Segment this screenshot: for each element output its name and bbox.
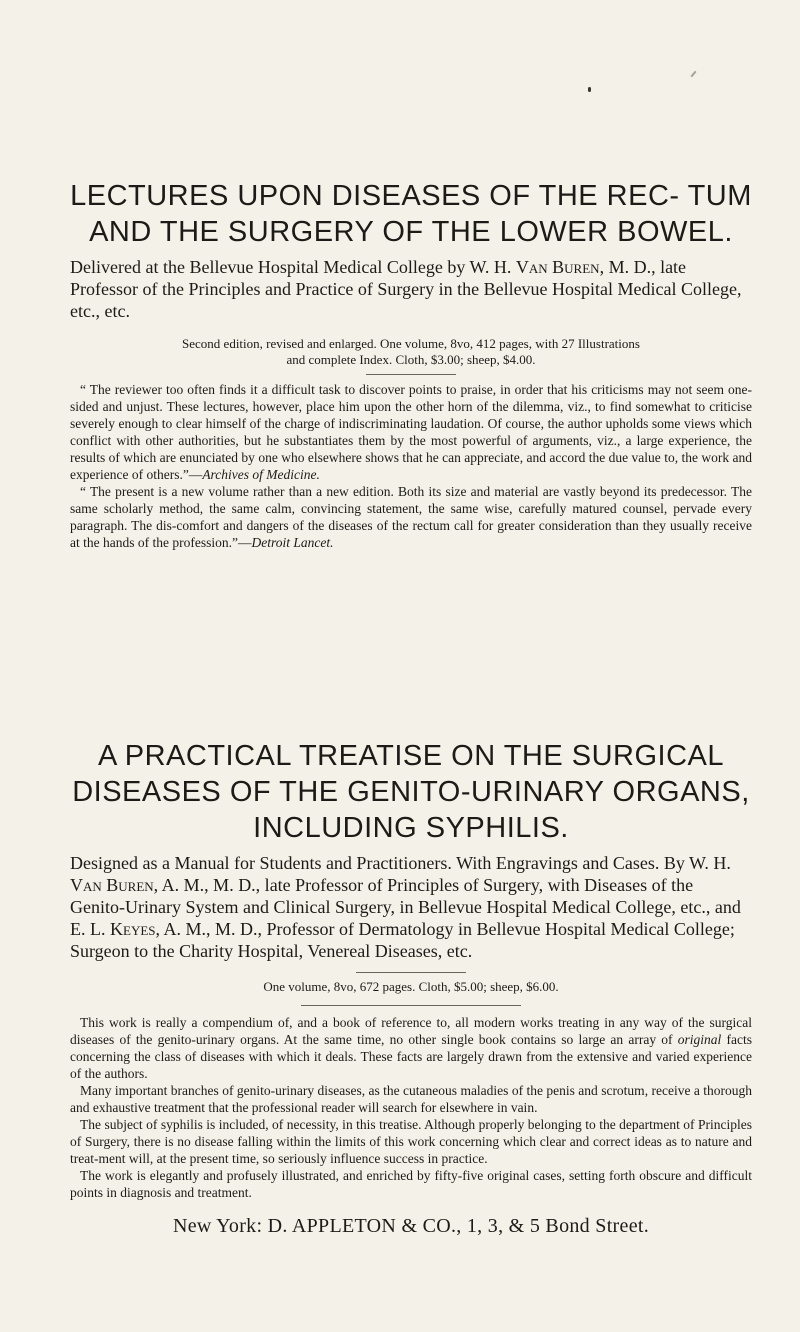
divider <box>301 1005 521 1006</box>
book1-title: LECTURES UPON DISEASES OF THE REC- TUM AND THE SURGERY OF THE LOWER BOWEL. <box>70 180 752 248</box>
book1-description-lead: Delivered at the Bellevue Hospital Medical College by W. H. <box>70 257 516 277</box>
book2-author2-name: Keyes <box>110 919 156 939</box>
book1-review1 <box>70 381 752 483</box>
ink-speck <box>690 71 696 78</box>
book1-description <box>70 256 752 322</box>
book2-title: A PRACTICAL TREATISE ON THE SURGICAL DISEASES OF THE GENITO-URINARY ORGANS, INCLUDING SYPHILIS. <box>72 740 750 844</box>
publisher-imprint: New York: D. APPLETON & CO., 1, 3, & 5 Bond Street. <box>172 1215 650 1237</box>
book2-description-tail: , A. M., M. D., Professor of Dermatology in Bellevue Hospital Medical College; Surgeon to the Charity Hospital, Venereal Diseases, etc. <box>70 919 735 961</box>
book1-review2-source: Detroit Lancet. <box>251 535 334 550</box>
book2-author1-name: Van Buren <box>70 875 154 895</box>
book1-review1-source: Archives of Medicine. <box>202 467 320 482</box>
book2-paragraph1-tail: facts concerning the class of diseases with which it deals. These facts are largely drawn from the extensive and varied experience of the authors. <box>70 1032 753 1081</box>
book2-paragraph1-emphasis: original <box>677 1032 722 1047</box>
book2-paragraph3: The subject of syphilis is included, of necessity, in this treatise. Although properly belonging to the department of Principles of Surgery, there is no disease falling within the limits of this work concerning which clear and correct ideas as to nature and treat-ment will, at the present time, so seriously influence success in practice. <box>70 1117 752 1166</box>
book1-review2 <box>70 483 752 551</box>
book1-author-name: Van Buren <box>515 257 600 277</box>
divider <box>366 374 456 375</box>
book1-listing <box>70 178 752 551</box>
book1-publication-details <box>70 336 752 368</box>
ink-speck <box>588 87 591 92</box>
book1-publication-line1: Second edition, revised and enlarged. One volume, 8vo, 412 pages, with 27 Illustrations <box>182 336 640 351</box>
book2-description-mid: , A. M., M. D., late Professor of Principles of Surgery, with Diseases of the Genito-Urinary System and Clinical Surgery, in Bellevue Hospital Medical College, etc., and E. L. <box>70 875 741 939</box>
book1-review1-text: “ The reviewer too often finds it a difficult task to discover points to praise, in order that his criticisms may not seem one-sided and unjust. These lectures, however, place him upon the other horn of the dilemma, viz., to find somewhat to criticise severely enough to clear himself of the charge of indiscriminating laudation. Of course, the author upholds some views which conflict with other authorities, but he substantiates them by the most powerful of arguments, viz., a large experience, the results of which are enunciated by one who elsewhere shows that he can appreciate, and accord the due value to, the work and experience of others.”— <box>70 382 752 482</box>
book2-publication-details: One volume, 8vo, 672 pages. Cloth, $5.00; sheep, $6.00. <box>263 979 559 994</box>
book2-description-lead: Designed as a Manual for Students and Practitioners. With Engravings and Cases. By W. H. <box>70 853 731 873</box>
book2-description <box>70 852 752 962</box>
book2-listing <box>70 738 752 1201</box>
book2-paragraph2: Many important branches of genito-urinary diseases, as the cutaneous maladies of the penis and scrotum, receive a thorough and exhaustive treatment that the professional reader will search for elsewhere in vain. <box>70 1083 752 1115</box>
book2-paragraph1 <box>70 1014 752 1082</box>
book1-publication-line2: and complete Index. Cloth, $3.00; sheep, $4.00. <box>286 352 536 367</box>
book2-paragraph1-lead: This work is really a compendium of, and a book of reference to, all modern works treating in any way of the surgical diseases of the genito-urinary organs. At the same time, no other single book contains so large an array of <box>70 1015 752 1047</box>
book2-paragraph4: The work is elegantly and profusely illustrated, and enriched by fifty-five original cases, setting forth obscure and difficult points in diagnosis and treatment. <box>70 1168 752 1200</box>
divider <box>356 972 466 973</box>
book1-description-tail: , M. D., late Professor of the Principles and Practice of Surgery in the Bellevue Hospital Medical College, etc., etc. <box>70 257 742 321</box>
book1-review2-text: “ The present is a new volume rather than a new edition. Both its size and material are vastly beyond its predecessor. The same scholarly method, the same calm, convincing statement, the same wise, carefully matured counsel, pervade every paragraph. The dis-comfort and dangers of the diseases of the rectum call for greater consideration than they usually receive at the hands of the profession.”— <box>70 484 752 550</box>
